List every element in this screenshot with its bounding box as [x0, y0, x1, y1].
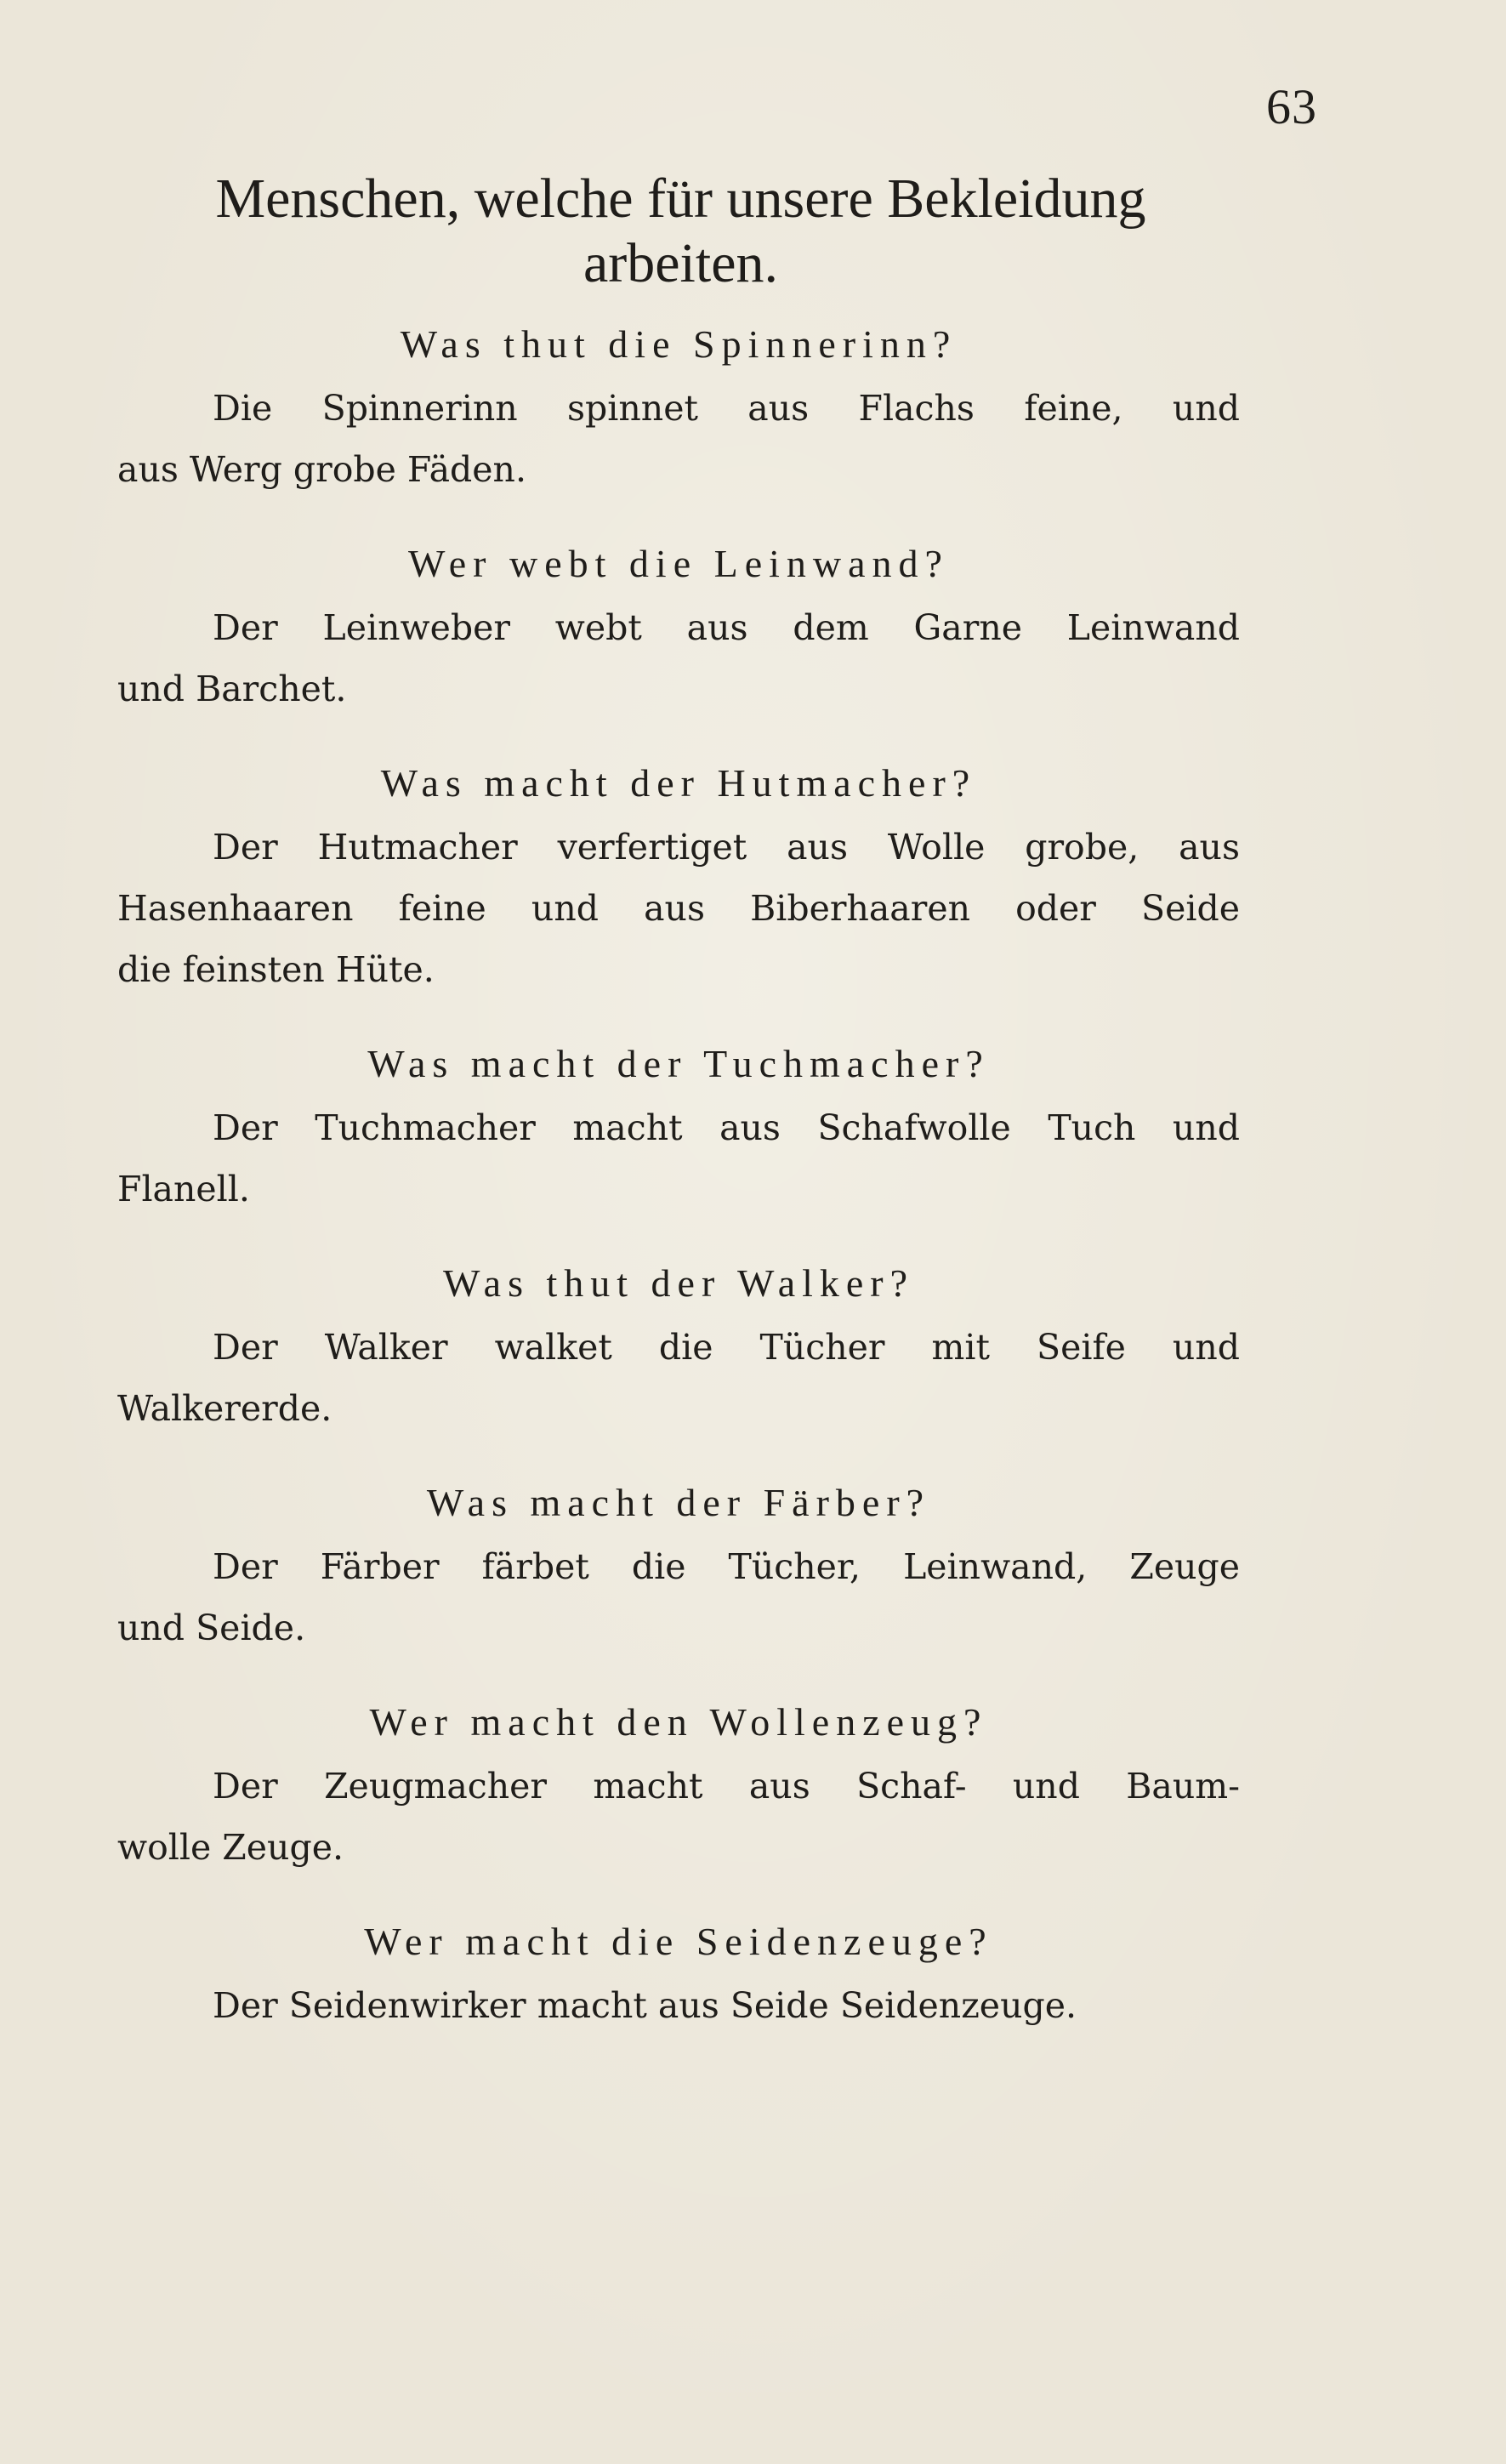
question: Wer macht die Seidenzeuge? — [364, 1920, 993, 1963]
answer-line: Der Leinweber webt aus dem Garne Leinwand — [213, 607, 1240, 648]
question: Wer macht den Wollenzeug? — [369, 1700, 988, 1744]
answer-line: Flanell. — [117, 1169, 250, 1209]
answer — [117, 378, 1240, 500]
answer — [117, 1317, 1240, 1439]
qa-entry — [117, 1254, 1240, 1439]
answer-line: Der Färber färbet die Tücher, Leinwand, Zeuge — [213, 1546, 1240, 1587]
section-heading — [117, 167, 1244, 296]
heading-line-2: arbeiten. — [583, 232, 779, 294]
question: Was macht der Hutmacher? — [380, 761, 977, 805]
qa-entry — [117, 1912, 1240, 2036]
qa-entry — [117, 1034, 1240, 1220]
answer-line: Die Spinnerinn spinnet aus Flachs feine, und — [213, 388, 1240, 429]
answer-line: Der Seidenwirker macht aus Seide Seidenzeuge. — [213, 1985, 1077, 2026]
answer-line: wolle Zeuge. — [117, 1827, 344, 1868]
question: Was thut die Spinnerinn? — [400, 322, 958, 366]
qa-entry — [117, 534, 1240, 720]
question: Was macht der Tuchmacher? — [367, 1042, 990, 1085]
qa-entry — [117, 1473, 1240, 1659]
answer-line: und Seide. — [117, 1608, 306, 1648]
question: Was thut der Walker? — [442, 1261, 915, 1305]
answer-line: Hasenhaaren feine und aus Biberhaaren oder Seide — [117, 888, 1240, 929]
answer — [117, 1975, 1240, 2036]
answer-line: und Barchet. — [117, 669, 347, 709]
answer — [117, 1756, 1240, 1878]
answer — [117, 817, 1240, 1000]
answer-line: die feinsten Hüte. — [117, 949, 435, 990]
question-answer-list — [117, 315, 1240, 2036]
answer-line: Der Zeugmacher macht aus Schaf- und Baum- — [213, 1766, 1240, 1807]
page-number: 63 — [1266, 79, 1317, 134]
qa-entry — [117, 1693, 1240, 1878]
answer — [117, 597, 1240, 720]
answer-line: aus Werg grobe Fäden. — [117, 449, 526, 490]
question: Wer webt die Leinwand? — [408, 542, 949, 585]
answer-line: Der Walker walket die Tücher mit Seife und — [213, 1327, 1240, 1368]
answer-line: Der Hutmacher verfertiget aus Wolle grobe, aus — [213, 827, 1240, 868]
answer-line: Walkererde. — [117, 1388, 332, 1429]
qa-entry — [117, 315, 1240, 500]
answer-line: Der Tuchmacher macht aus Schafwolle Tuch und — [213, 1107, 1240, 1148]
answer — [117, 1097, 1240, 1220]
qa-entry — [117, 754, 1240, 1000]
question: Was macht der Färber? — [426, 1481, 931, 1524]
heading-line-1: Menschen, welche für unsere Bekleidung — [215, 168, 1146, 230]
answer — [117, 1536, 1240, 1659]
